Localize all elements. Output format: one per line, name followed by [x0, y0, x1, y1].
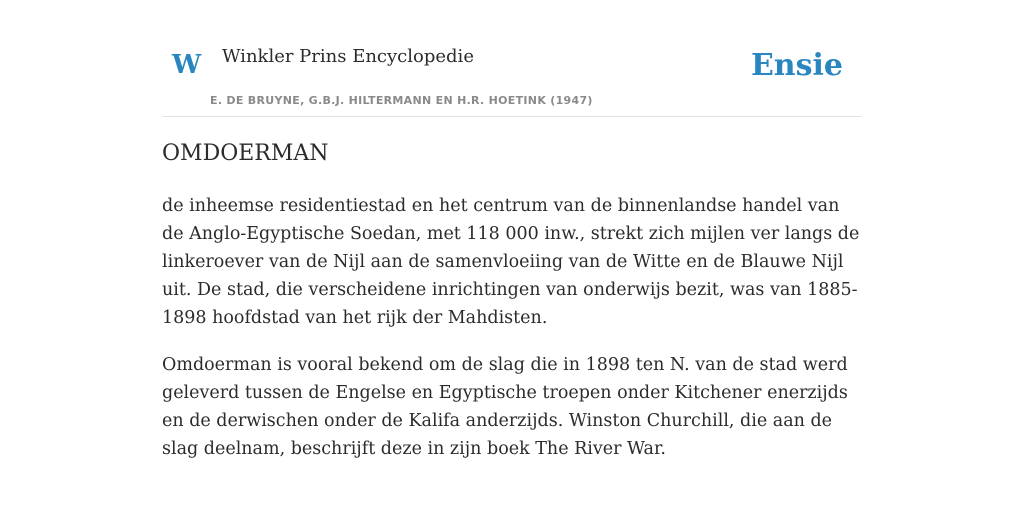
source-logo[interactable]: W [172, 50, 202, 80]
source-title[interactable]: Winkler Prins Encyclopedie [222, 46, 474, 67]
brand-logo[interactable]: Ensie [750, 48, 843, 83]
entry-title: OMDOERMAN [162, 141, 329, 166]
entry-paragraph: de inheemse residentiestad en het centrum van de binnenlandse handel van de Anglo-Egyptische Soedan, met 118 000 inw., strekt zich mijlen ver langs de linkeroever van de Nijl aan de samenvloeiing van de Witte en de Blauwe Nijl uit. De stad, die verscheidene inrichtingen van onderwijs bezit, was van 1885-1898 hoofdstad van het rijk der Mahdisten. [162, 196, 860, 328]
entry-paragraph: Omdoerman is vooral bekend om de slag die in 1898 ten N. van de stad werd geleverd tussen de Engelse en Egyptische troepen onder Kitchener enerzijds en de derwischen onder de Kalifa anderzijds. Winston Churchill, die aan de slag deelnam, beschrijft deze in zijn boek The River War. [162, 355, 848, 459]
page [162, 0, 862, 459]
source-authors: E. DE BRUYNE, G.B.J. HILTERMANN EN H.R. HOETINK (1947) [210, 94, 593, 107]
source-header [162, 0, 862, 117]
